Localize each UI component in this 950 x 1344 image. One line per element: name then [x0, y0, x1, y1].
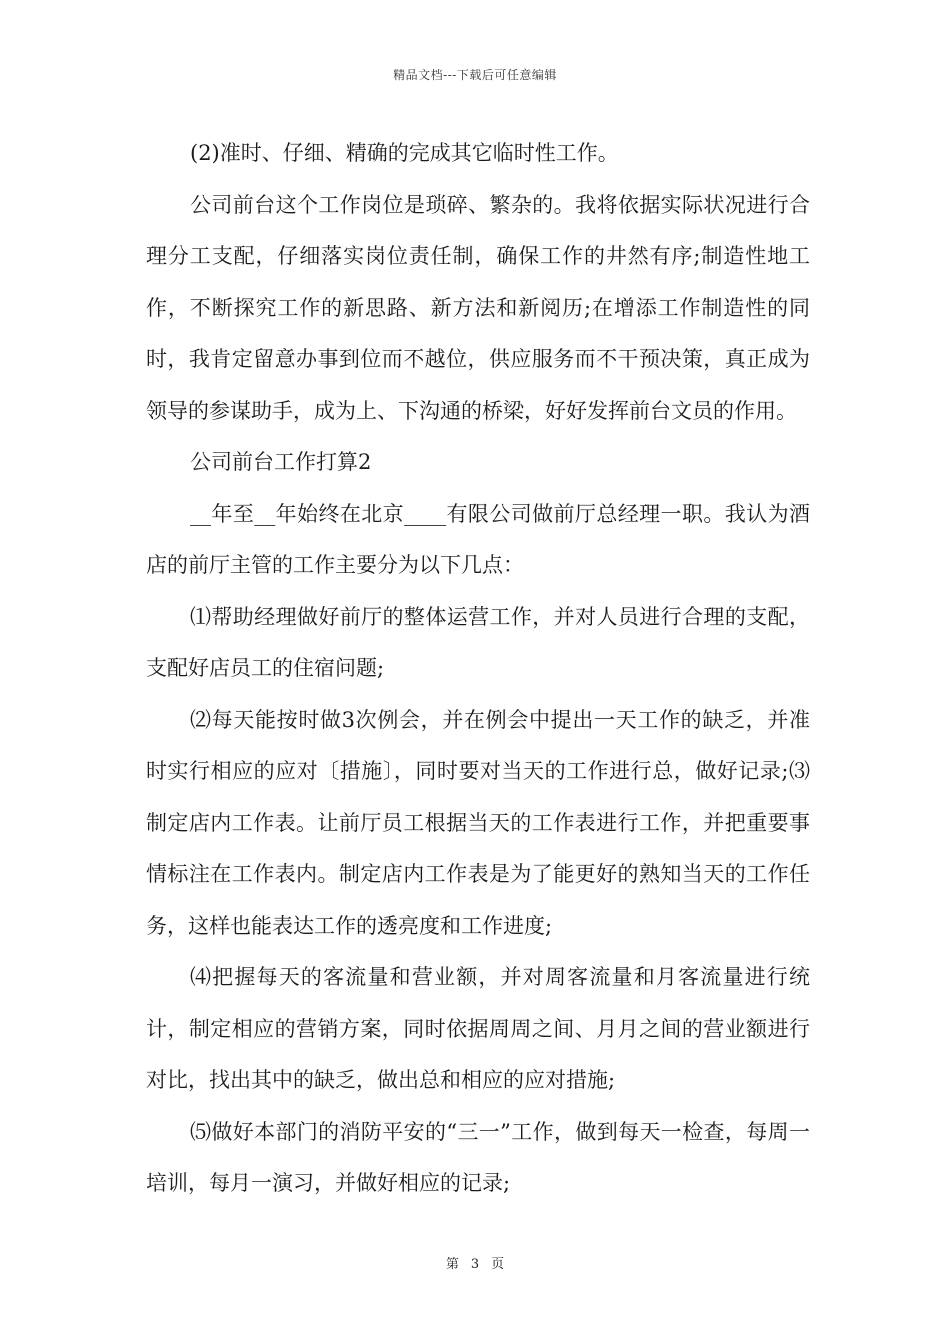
page-suffix: 页 — [491, 1257, 505, 1272]
page-header: 精品文档---下载后可任意编辑 — [393, 68, 557, 82]
document-body — [146, 128, 810, 1210]
page-prefix: 第 — [445, 1257, 459, 1272]
paragraph-item-4: ⑷把握每天的客流量和营业额，并对周客流量和月客流量进行统计，制定相应的营销方案，同时依据周周之间、月月之间的营业额进行对比，找出其中的缺乏，做出总和相应的应对措施; — [146, 965, 810, 1092]
section-heading-plan-2: 公司前台工作打算2 — [190, 450, 372, 474]
paragraph-intro: __年至__年始终在北京____有限公司做前厅总经理一职。我认为酒店的前厅主管的工作主要分为以下几点： — [146, 501, 810, 577]
paragraph-task-2: (2)准时、仔细、精确的完成其它临时性工作。 — [190, 141, 619, 165]
paragraph-item-1: ⑴帮助经理做好前厅的整体运营工作，并对人员进行合理的支配，支配好店员工的住宿问题; — [146, 604, 810, 680]
paragraph-item-2-3: ⑵每天能按时做3次例会，并在例会中提出一天工作的缺乏，并准时实行相应的应对〔措施〕，同时要对当天的工作进行总，做好记录;⑶制定店内工作表。让前厅员工根据当天的工作表进行工作，并把重要事情标注在工作表内。制定店内工作表是为了能更好的熟知当天的工作任务，这样也能表达工作的透亮度和工作进度; — [146, 707, 810, 938]
paragraph-front-desk-role: 公司前台这个工作岗位是琐碎、繁杂的。我将依据实际状况进行合理分工支配，仔细落实岗位责任制，确保工作的井然有序;制造性地工作，不断探究工作的新思路、新方法和新阅历;在增添工作制造性的同时，我肯定留意办事到位而不越位，供应服务而不干预决策，真正成为领导的参谋助手，成为上、下沟通的桥梁，好好发挥前台文员的作用。 — [146, 192, 810, 423]
page-footer — [0, 1253, 950, 1272]
paragraph-item-5: ⑸做好本部门的消防平安的“三一”工作，做到每天一检查，每周一培训，每月一演习，并做好相应的记录; — [146, 1119, 810, 1195]
page-number: 3 — [470, 1257, 480, 1272]
